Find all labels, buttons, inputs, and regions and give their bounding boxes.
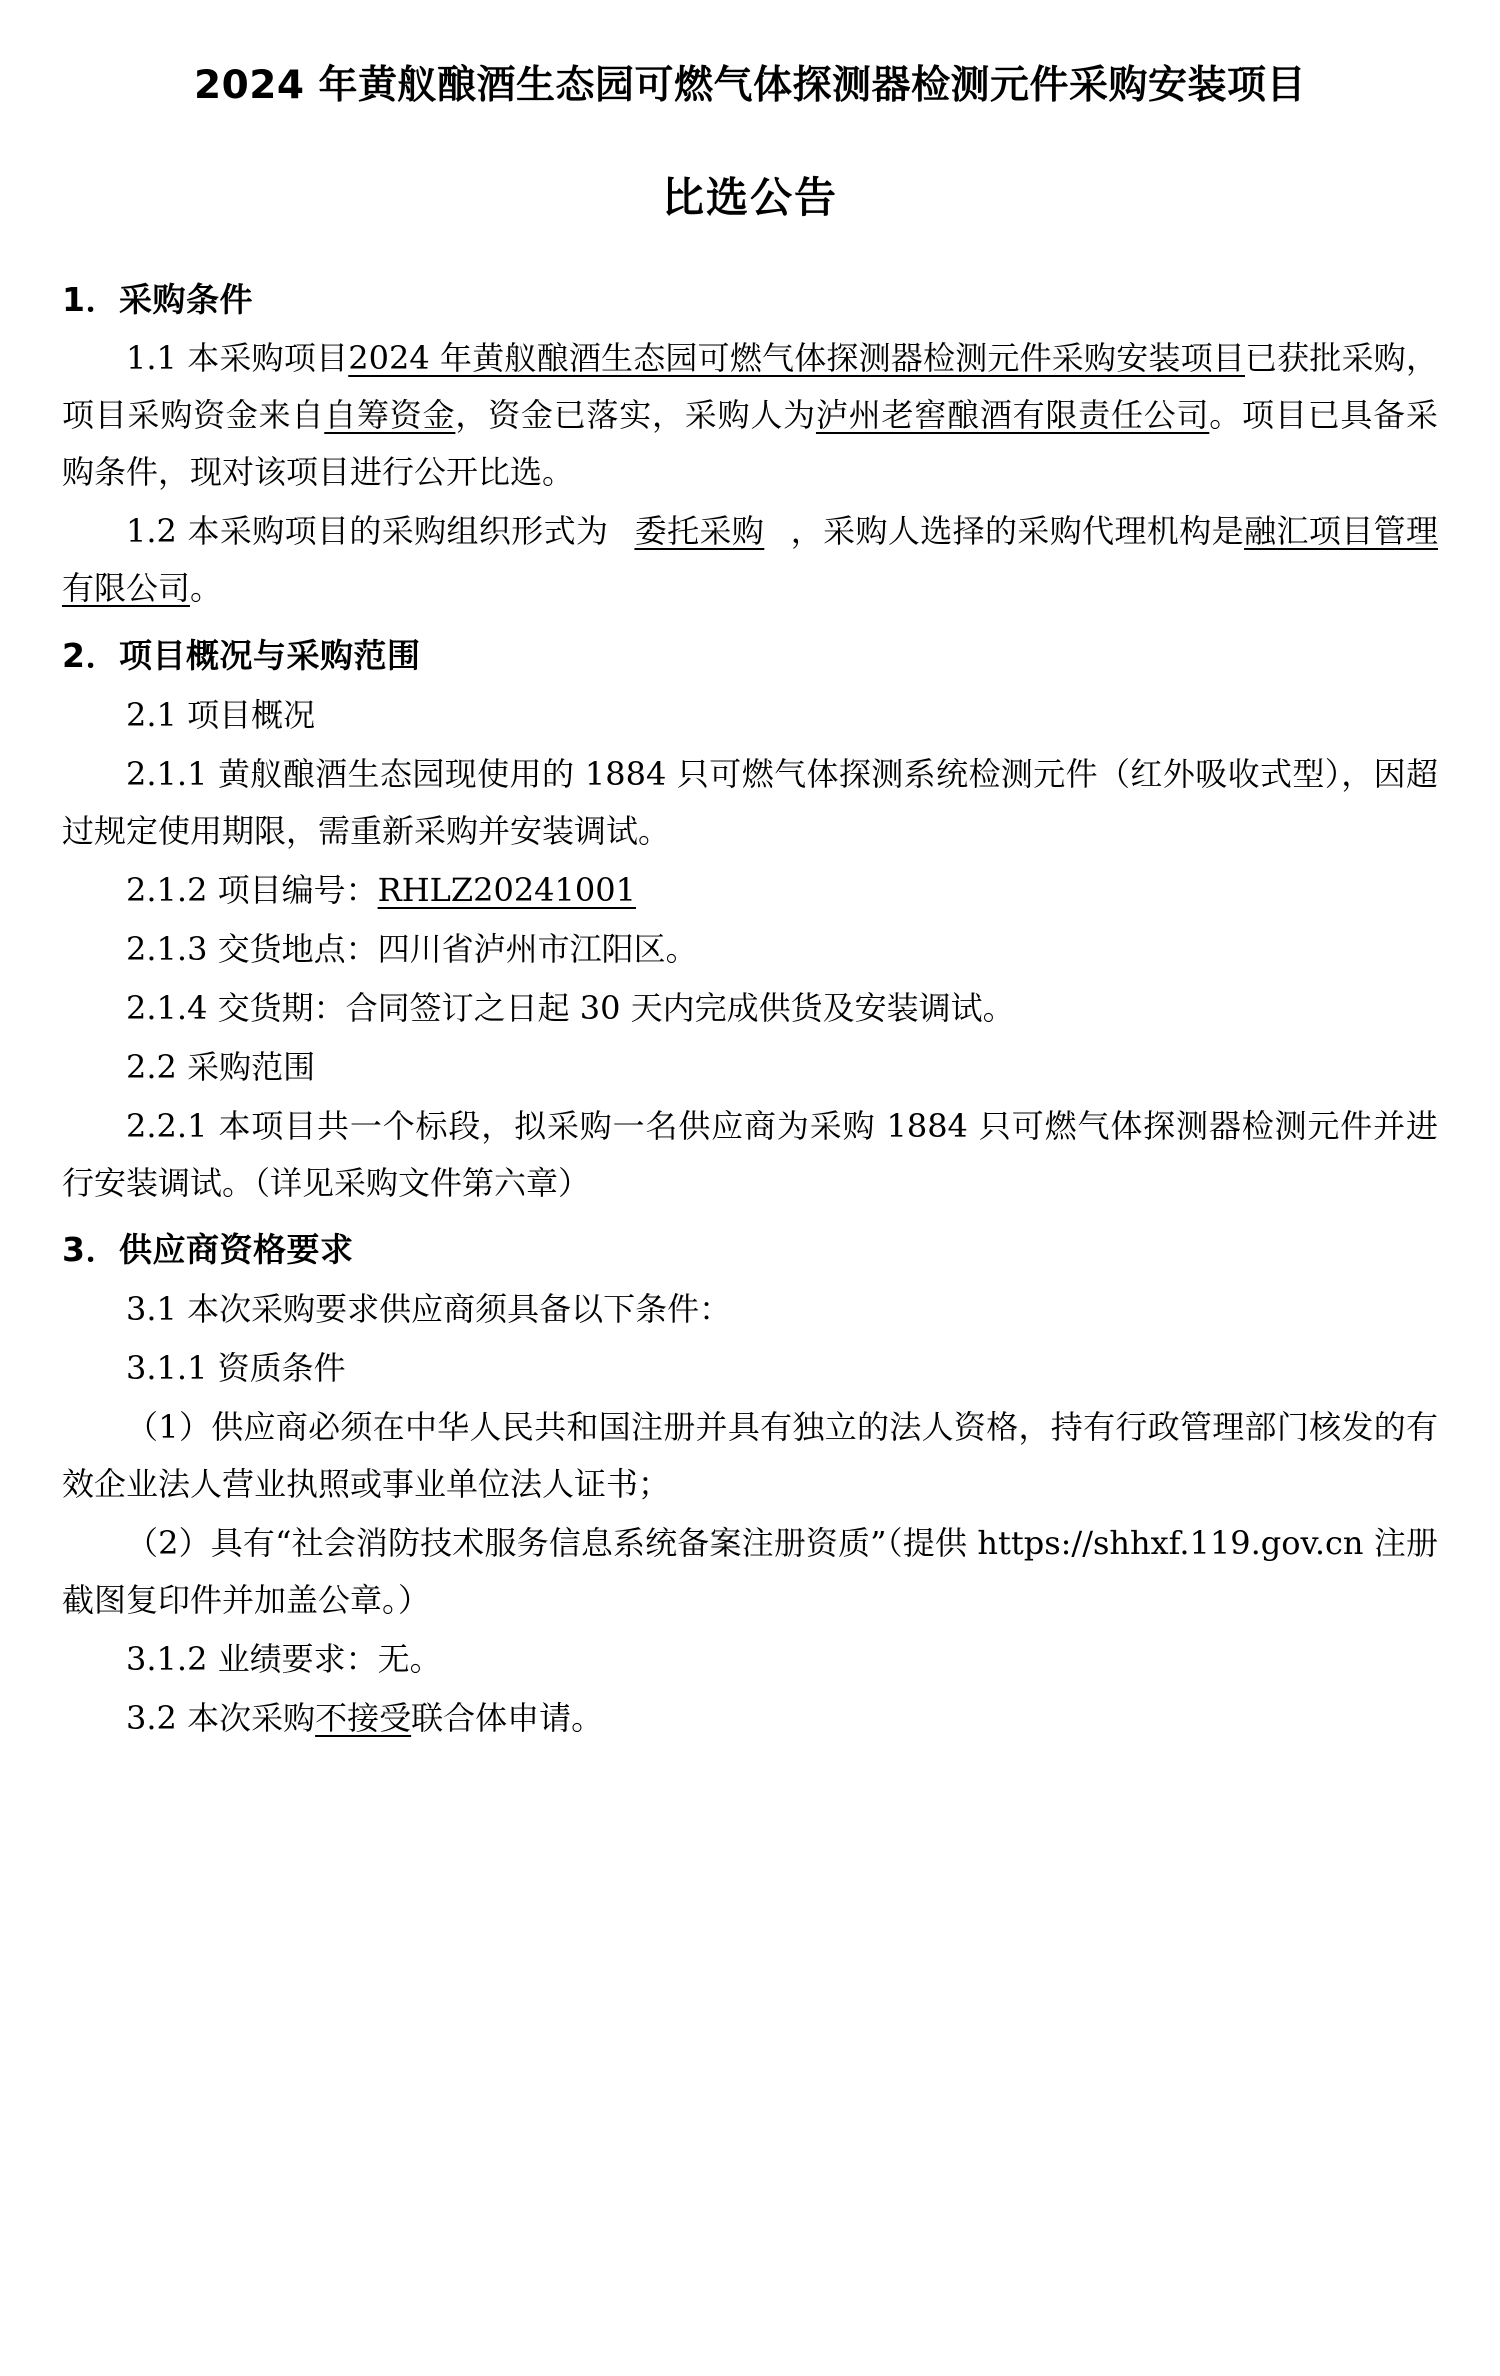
clause-1-1-prefix: 1.1 本采购项目 — [126, 339, 349, 378]
section-heading-3: 3．供应商资格要求 — [62, 1230, 354, 1270]
clause-2-1: 2.1 项目概况 — [126, 695, 316, 734]
clause-1-1-mid2: ，资金已落实，采购人为 — [455, 396, 816, 435]
clause-3-1-1-item-2: （2）具有“社会消防技术服务信息系统备案注册资质”（提供 https://shhxf.119.gov.cn 注册截图复印件并加盖公章。） — [62, 1524, 1438, 1619]
clause-3-1-2: 3.1.2 业绩要求：无。 — [126, 1639, 442, 1678]
clause-3-2-prefix: 3.2 本次采购 — [126, 1698, 316, 1737]
clause-1-2-tail: 。 — [190, 569, 223, 608]
clause-1-1-tail: 。项目已具备采购条件，现对该项目进行公开比选。 — [62, 396, 1438, 492]
clause-1-2-prefix: 1.2 本采购项目的采购组织形式为 — [126, 512, 609, 551]
clause-2-1-4: 2.1.4 交货期：合同签订之日起 30 天内完成供货及安装调试。 — [126, 988, 1015, 1027]
clause-1-2-mid1: ，采购人选择的采购代理机构是 — [790, 512, 1245, 551]
clause-3-2-tail: 联合体申请。 — [411, 1698, 604, 1737]
clause-3-2-field-consortium: 不接受 — [315, 1698, 412, 1737]
clause-1-2-field-agency: 融汇项目管理有限公司 — [62, 512, 1438, 608]
clause-2-1-2 — [62, 862, 1438, 919]
clause-2-2-1: 2.2.1 本项目共一个标段，拟采购一名供应商为采购 1884 只可燃气体探测器检测元件并进行安装调试。（详见采购文件第六章） — [62, 1106, 1438, 1202]
clause-1-1-field-purchaser: 泸州老窖酿酒有限责任公司 — [815, 396, 1210, 435]
clause-1-1-mid1: 已获批采购，项目采购资金来自 — [62, 339, 1438, 435]
clause-3-1-1-item-1: （1）供应商必须在中华人民共和国注册并具有独立的法人资格，持有行政管理部门核发的有效企业法人营业执照或事业单位法人证书； — [62, 1408, 1438, 1504]
section-heading-2: 2．项目概况与采购范围 — [62, 636, 421, 676]
clause-1-2 — [62, 503, 1438, 617]
document-subtitle: 比选公告 — [661, 172, 838, 222]
clause-1-2-field-organization-form: 委托采购 — [634, 512, 765, 551]
clause-2-1-3: 2.1.3 交货地点：四川省泸州市江阳区。 — [126, 929, 698, 968]
clause-2-1-1: 2.1.1 黄舣酿酒生态园现使用的 1884 只可燃气体探测系统检测元件（红外吸收式型），因超过规定使用期限，需重新采购并安装调试。 — [62, 754, 1438, 850]
clause-3-2 — [62, 1690, 1438, 1747]
section-heading-1: 1．采购条件 — [62, 279, 253, 319]
clause-2-2: 2.2 采购范围 — [126, 1047, 316, 1086]
page-title: 2024 年黄舣酿酒生态园可燃气体探测器检测元件采购安装项目 — [193, 63, 1307, 108]
clause-1-1-field-project-name: 2024 年黄舣酿酒生态园可燃气体探测器检测元件采购安装项目 — [348, 339, 1245, 378]
clause-3-1-1: 3.1.1 资质条件 — [126, 1349, 346, 1388]
clause-3-1: 3.1 本次采购要求供应商须具备以下条件： — [126, 1290, 732, 1329]
project-number-label: 2.1.2 项目编号： — [126, 870, 378, 909]
project-number-value: RHLZ20241001 — [377, 870, 636, 909]
clause-1-1 — [62, 330, 1438, 501]
clause-1-1-field-funding: 自筹资金 — [324, 396, 456, 435]
